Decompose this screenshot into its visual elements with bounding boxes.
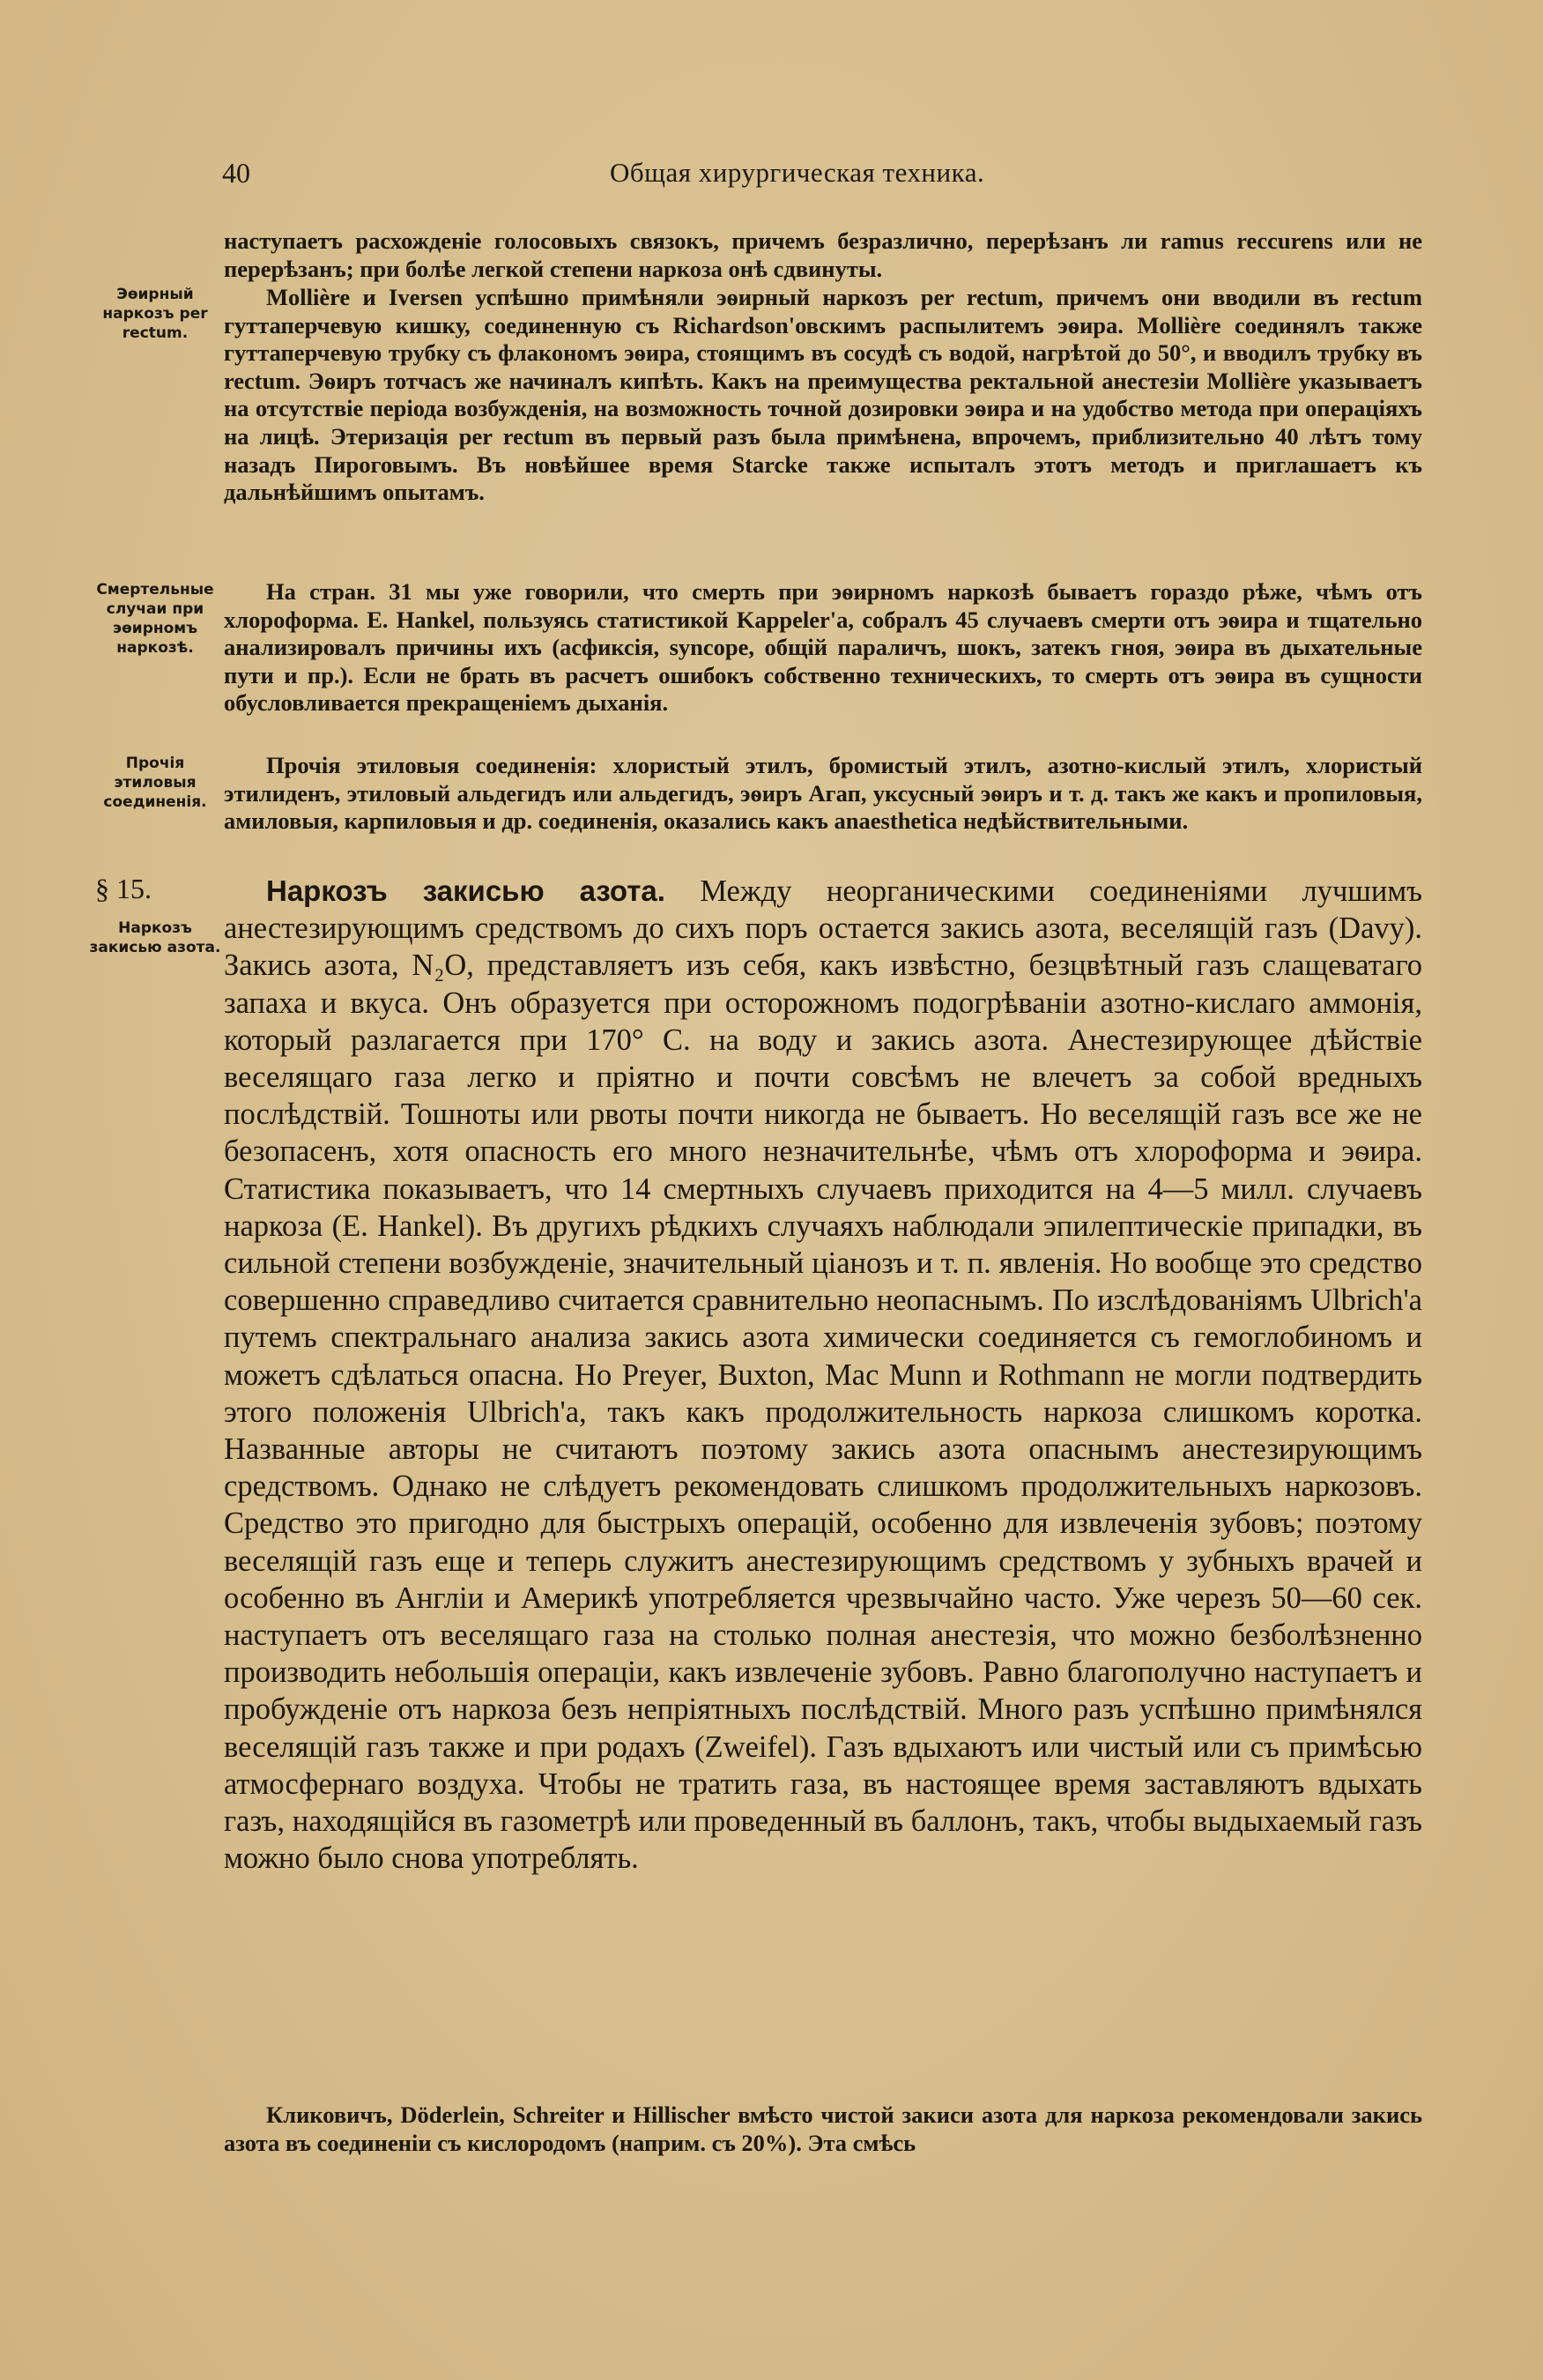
paragraph-vocal-cords: наступаетъ расхожденіе голосовыхъ связокъ, причемъ безразлично, перерѣзанъ ли ramus reccurens или не перерѣзанъ; при болѣе легкой степени наркоза онѣ сдвинуты. (224, 227, 1422, 282)
paragraph-other-ethyl: Прочія этиловыя соединенія: хлористый этилъ, бромистый этилъ, азотно-кислый этилъ, хлористый этилиденъ, этиловый альдегидъ или альдегидъ, эѳиръ Агап, уксусный эѳиръ и т. д. такъ же какъ и пропиловыя, амиловыя, карпиловыя и др. соединенія, оказались какъ anaesthetica недѣйствительными. (224, 752, 1422, 835)
page-number: 40 (222, 157, 250, 189)
paragraph-ether-deaths: На стран. 31 мы уже говорили, что смерть при эѳирномъ наркозѣ бываетъ гораздо рѣже, чѣмъ отъ хлороформа. E. Hankel, пользуясь статистикой Kappeler'а, собралъ 45 случаевъ смерти отъ эѳира и тщательно анализировалъ причины ихъ (асфиксія, syncope, общій параличъ, шокъ, затекъ гноя, эѳира въ дыхательные пути и пр.). Если не брать въ расчетъ ошибокъ собственно техническихъ, то смерть отъ эѳира въ сущности обусловливается прекращеніемъ дыханія. (224, 578, 1422, 717)
margin-note-other-ethyl: Прочія этиловыя соединенія. (103, 755, 207, 811)
margin-note-deaths: Смертельные случаи при эѳирномъ наркозѣ. (96, 581, 214, 657)
paragraph-oxygen-mix: Кликовичъ, Döderlein, Schreiter и Hillischer вмѣсто чистой закиси азота для наркоза рекомендовали закись азота въ соединеніи съ кислородомъ (наприм. съ 20%). Эта смѣсь (224, 2101, 1422, 2156)
margin-note-rectal: Эѳирный наркозъ per rectum. (102, 286, 208, 342)
section-number: § 15. (95, 873, 152, 904)
running-title: Общая хирургическая техника. (610, 157, 985, 188)
section-title: Наркозъ закисью азота. (266, 874, 665, 907)
section-body: Между неорганическими соединеніями лучшимъ анестезирующимъ средствомъ до сихъ поръ остается закись азота, веселящій газъ (Davy). Закись азота, N₂O, представляетъ изъ себя, какъ извѣстно, безцвѣтный газъ слащеватаго запаха и вкуса. Онъ образуется при осторожномъ подогрѣваніи азотно-кислаго аммонія, который разлагается при 170° С. на воду и закись азота. Анестезирующее дѣйствіе веселящаго газа легко и пріятно и почти совсѣмъ не влечетъ за собой вредныхъ послѣдствій. Тошноты или рвоты почти никогда не бываетъ. Но веселящій газъ все же не безопасенъ, хотя опасность его много незначительнѣе, чѣмъ отъ хлороформа и эѳира. Статистика показываетъ, что 14 смертныхъ случаевъ приходится на 4—5 милл. случаевъ наркоза (E. Hankel). Въ другихъ рѣдкихъ случаяхъ наблюдали эпилептическіе припадки, въ сильной степени возбужденіе, значительный ціанозъ и т. п. явленія. Но вообще это средство совершенно справедливо считается сравнительно неопаснымъ. По изслѣдованіямъ Ulbrich'а путемъ спектральнаго анализа закись азота химически соединяется съ гемоглобиномъ и можетъ сдѣлаться опасна. Но Preyer, Buxton, Mac Munn и Rothmann не могли подтвердить этого положенія Ulbrich'а, такъ какъ продолжительность наркоза слишкомъ коротка. Названные авторы не считаютъ поэтому закись азота опаснымъ анестезирующимъ средствомъ. Однако не слѣдуетъ рекомендовать слишкомъ продолжительныхъ наркозовъ. Средство это пригодно для быстрыхъ операцій, особенно для извлеченія зубовъ; поэтому веселящій газъ еще и теперь служитъ анестезирующимъ средствомъ у зубныхъ врачей и особенно въ Англіи и Америкѣ употребляется чрезвычайно часто. Уже черезъ 50—60 сек. наступаетъ отъ веселящаго газа на столько полная анестезія, что можно безболѣзненно производить небольшія операціи, какъ извлеченіе зубовъ. Равно благополучно наступаетъ и пробужденіе отъ наркоза безъ непріятныхъ послѣдствій. Много разъ успѣшно примѣнялся веселящій газъ также и при родахъ (Zweifel). Газъ вдыхаютъ или чистый или съ примѣсью атмосфернаго воздуха. Чтобы не тратить газа, въ настоящее время заставляютъ вдыхать газъ, находящійся въ газометрѣ или проведенный въ баллонъ, такъ, чтобы выдыхаемый газъ можно было снова употреблять. (224, 874, 1422, 1876)
page-header (222, 157, 1421, 201)
paragraph-rectal-ether: Mollière и Iversen успѣшно примѣняли эѳирный наркозъ per rectum, причемъ они вводили въ rectum гуттаперчевую кишку, соединенную съ Richardson'овскимъ распылитемъ эѳира. Mollière соединялъ также гуттаперчевую трубку съ флакономъ эѳира, стоящимъ въ сосудѣ съ водой, нагрѣтой до 50°, и вводилъ трубку въ rectum. Эѳиръ тотчасъ же начиналъ кипѣть. Какъ на преимущества ректальной анестезіи Mollière указываетъ на отсутствіе періода возбужденія, на возможность точной дозировки эѳира и на удобство метода при операціяхъ на лицѣ. Этеризація per rectum въ первый разъ была примѣнена, впрочемъ, приблизительно 40 лѣтъ тому назадъ Пироговымъ. Въ новѣйшее время Starcke также испыталъ этотъ методъ и приглашаетъ къ дальнѣйшимъ опытамъ. (224, 284, 1422, 506)
margin-note-nitrous: Наркозъ закисью азота. (89, 919, 221, 956)
paragraph-nitrous-oxide (224, 873, 1422, 1877)
